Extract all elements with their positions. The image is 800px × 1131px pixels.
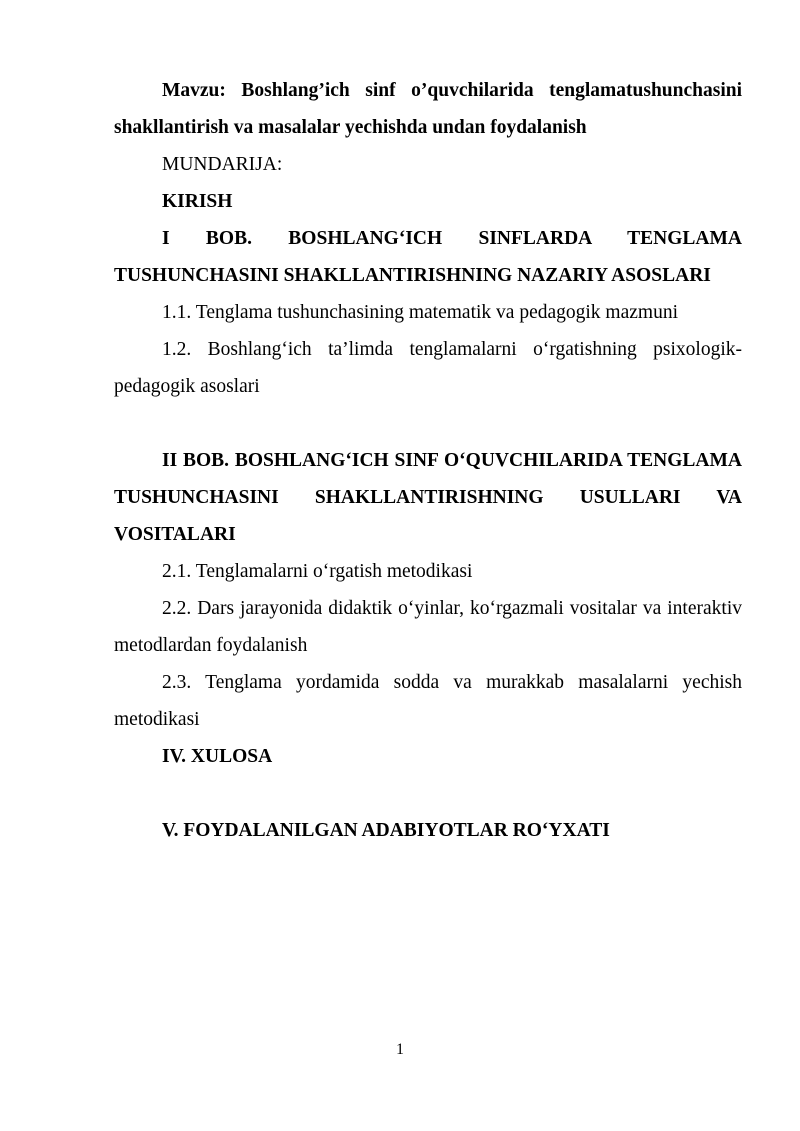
toc-chapter-1-title: I BOB. BOSHLANG‘ICH SINFLARDA TENGLAMA TUSHUNCHASINI SHAKLLANTIRISHNING NAZARIY ASOSLARI: [114, 228, 742, 286]
toc-section-2-1: 2.1. Tenglamalarni o‘rgatish metodikasi: [162, 561, 473, 582]
toc-chapter-2-title: II BOB. BOSHLANG‘ICH SINF O‘QUVCHILARIDA TENGLAMA TUSHUNCHASINI SHAKLLANTIRISHNING USULLARI VA VOSITALARI: [114, 450, 742, 545]
toc-intro: KIRISH: [162, 191, 233, 212]
contents-heading: MUNDARIJA:: [162, 154, 283, 175]
spacer: [114, 775, 742, 812]
toc-section-2-2: 2.2. Dars jarayonida didaktik o‘yinlar, ko‘rgazmali vositalar va interaktiv metodlardan foydalanish: [114, 598, 742, 656]
toc-references: V. FOYDALANILGAN ADABIYOTLAR RO‘YXATI: [162, 820, 610, 841]
toc-section-1-2: 1.2. Boshlang‘ich ta’limda tenglamalarni o‘rgatishning psixologik-pedagogik asoslari: [114, 339, 742, 397]
page-number: 1: [396, 1041, 404, 1058]
topic-title: Mavzu: Boshlang’ich sinf o’quvchilarida tenglamatushunchasini shakllantirish va masalalar yechishda undan foydalanish: [114, 80, 742, 138]
toc-section-2-3: 2.3. Tenglama yordamida sodda va murakkab masalalarni yechish metodikasi: [114, 672, 742, 730]
spacer: [114, 405, 742, 442]
toc-section-1-1: 1.1. Tenglama tushunchasining matematik va pedagogik mazmuni: [162, 302, 678, 323]
toc-conclusion: IV. XULOSA: [162, 746, 273, 767]
document-page: [114, 72, 742, 849]
